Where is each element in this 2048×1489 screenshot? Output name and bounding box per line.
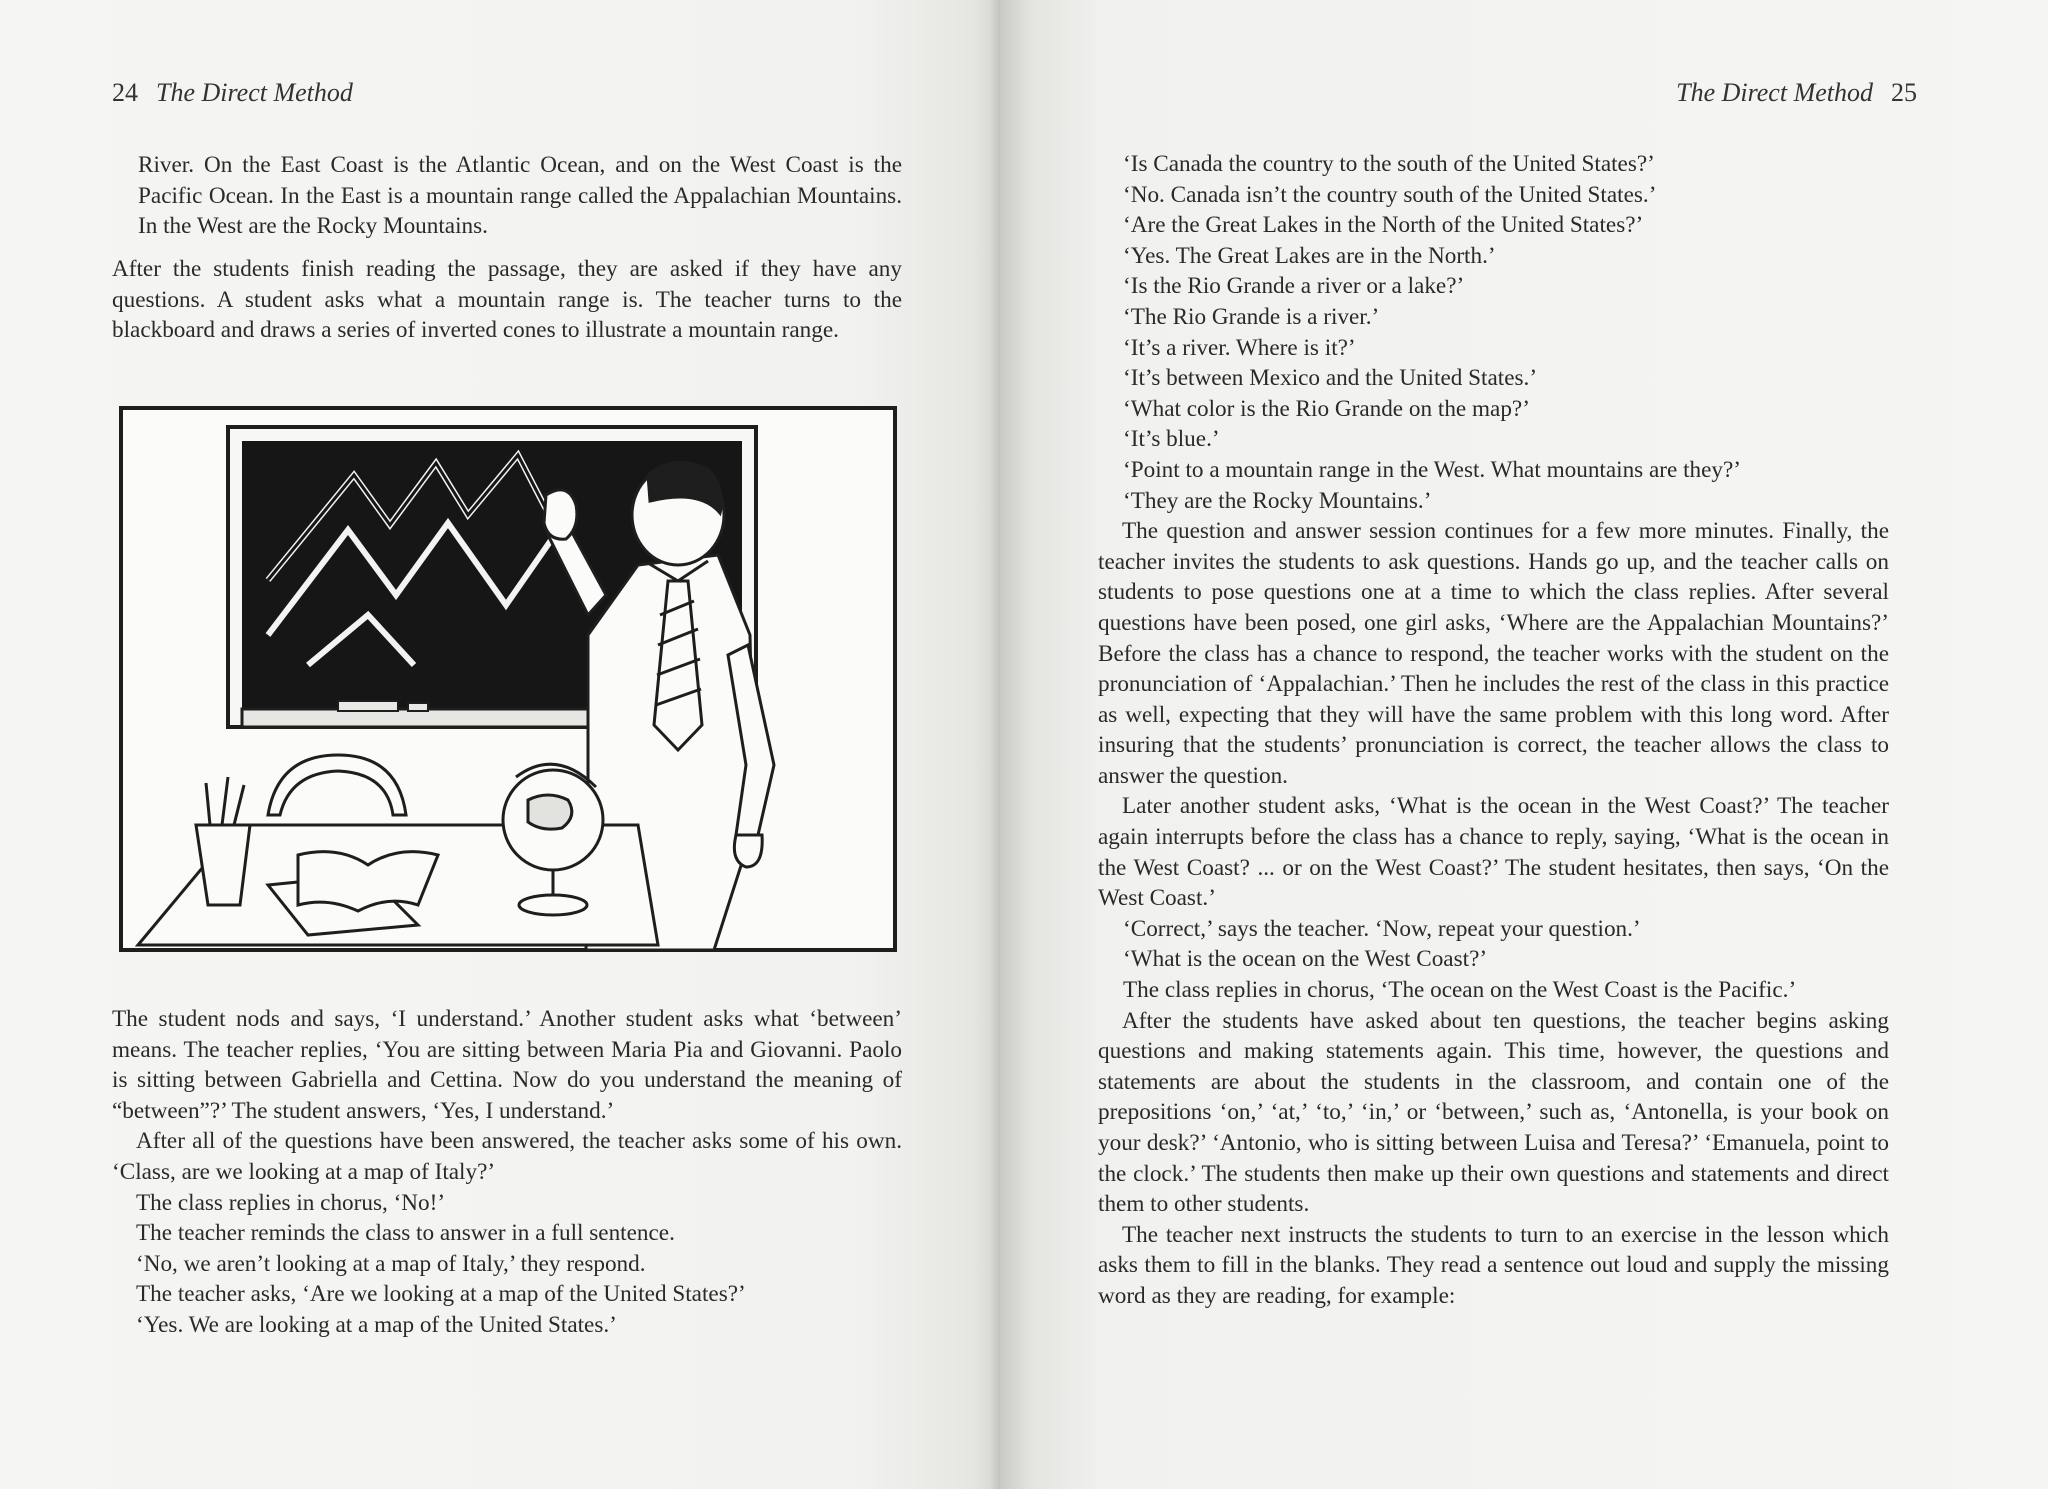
dialogue-line: ‘It’s between Mexico and the United States.’ — [1123, 365, 1538, 392]
left-running-head — [112, 78, 353, 108]
dialogue-line: ‘Is the Rio Grande a river or a lake?’ — [1123, 273, 1465, 300]
dialogue-line-5: ‘Yes. We are looking at a map of the United States.’ — [136, 1311, 617, 1338]
right-running-title: The Direct Method — [1676, 78, 1873, 107]
paragraph-session: The question and answer session continues for a few more minutes. Finally, the teacher invites the students to ask questions. Hands go up, and the teacher calls on students to pose questions one at a time to which the class replies. After several questions have been posed, one girl asks, ‘Where are the Appalachian Mountains?’ Before the class has a chance to respond, the teacher works with the student on the pronunciation of ‘Appalachian.’ Then he includes the rest of the class in this practice as well, expecting that they will have the same problem with this long word. After insuring that the students’ pronunciation is correct, the teacher allows the class to answer the question. — [1098, 518, 1889, 789]
paragraph-after-ten: After the students have asked about ten questions, the teacher begins asking questions and making statements again. This time, however, the questions and statements are about the students in the classroom, and contain one of the prepositions ‘on,’ ‘at,’ ‘to,’ ‘in,’ or ‘between,’ such as, ‘Antonella, is your book on your desk?’ ‘Antonio, who is sitting between Luisa and Teresa?’ ‘Emanuela, point to the clock.’ The students then make up their own questions and statements and direct them to other students. — [1098, 1007, 1889, 1218]
right-page-number: 25 — [1891, 78, 1917, 107]
dialogue-line: ‘Point to a mountain range in the West. What mountains are they?’ — [1123, 456, 1742, 483]
teacher-blackboard-illustration — [118, 405, 898, 953]
dialogue-line: ‘Are the Great Lakes in the North of the United States?’ — [1123, 212, 1644, 239]
paragraph-next: The teacher next instructs the students to turn to an exercise in the lesson which asks them to fill in the blanks. They read a sentence out loud and supply the missing word as they are reading, for example: — [1098, 1221, 1889, 1309]
dialogue-line-1: The class replies in chorus, ‘No!’ — [136, 1189, 446, 1216]
dialogue-line: ‘It’s blue.’ — [1123, 426, 1220, 453]
right-running-head — [1676, 78, 1917, 108]
dialogue-line: ‘They are the Rocky Mountains.’ — [1123, 487, 1432, 514]
line-correct: ‘Correct,’ says the teacher. ‘Now, repeat your question.’ — [1123, 915, 1641, 942]
dialogue-line: ‘No. Canada isn’t the country south of the United States.’ — [1123, 181, 1657, 208]
left-running-title: The Direct Method — [156, 78, 353, 107]
dialogue-line: ‘What color is the Rio Grande on the map?’ — [1123, 395, 1530, 422]
right-page-text — [1098, 149, 1889, 1312]
paragraph-between: The student nods and says, ‘I understand.’ Another student asks what ‘between’ means. The teacher replies, ‘You are sitting between Maria Pia and Giovanni. Paolo is sitting between Gabriella and Cettina. Now do you understand the meaning of “between”?’ The student answers, ‘Yes, I understand.’ After all of the questions have been answered, the teacher asks some of his own. ‘Class, are we looking at a map of Italy?’ The class replies in chorus, ‘No!’ The teacher reminds the class to answer in a full sentence. ‘No, we aren’t looking at a map of Italy,’ they respond. The teacher asks, ‘Are we looking at a map of the United States?’ ‘Yes. We are looking at a map of the United States.’ — [112, 1004, 902, 1341]
dialogue-line-4: The teacher asks, ‘Are we looking at a map of the United States?’ — [136, 1281, 746, 1308]
left-page — [0, 0, 1000, 1489]
paragraph-later: Later another student asks, ‘What is the ocean in the West Coast?’ The teacher again interrupts before the class has a chance to reply, saying, ‘What is the ocean in the West Coast? ... or on the West Coast?’ The student hesitates, then says, ‘On the West Coast.’ — [1098, 793, 1889, 912]
line-chorus: The class replies in chorus, ‘The ocean on the West Coast is the Pacific.’ — [1123, 977, 1797, 1004]
dialogue-line: ‘It’s a river. Where is it?’ — [1123, 334, 1356, 361]
dialogue-line: ‘Yes. The Great Lakes are in the North.’ — [1123, 242, 1496, 269]
dialogue-line-3: ‘No, we aren’t looking at a map of Italy,’ they respond. — [136, 1250, 646, 1277]
paragraph-after-reading: After the students finish reading the passage, they are asked if they have any questions. A student asks what a mountain range is. The teacher turns to the blackboard and draws a series of inverted cones to illustrate a mountain range. — [112, 256, 902, 344]
reading-passage-end: River. On the East Coast is the Atlantic Ocean, and on the West Coast is the Pacific Ocean. In the East is a mountain range called the Appalachian Mountains. In the West are the Rocky Mountains. — [138, 152, 902, 240]
line-what: ‘What is the ocean on the West Coast?’ — [1123, 946, 1488, 973]
dialogue-line: ‘The Rio Grande is a river.’ — [1123, 303, 1380, 330]
left-page-number: 24 — [112, 78, 138, 107]
dialogue-line: ‘Is Canada the country to the south of the United States?’ — [1123, 151, 1655, 177]
dialogue-line-2: The teacher reminds the class to answer in a full sentence. — [136, 1220, 675, 1247]
